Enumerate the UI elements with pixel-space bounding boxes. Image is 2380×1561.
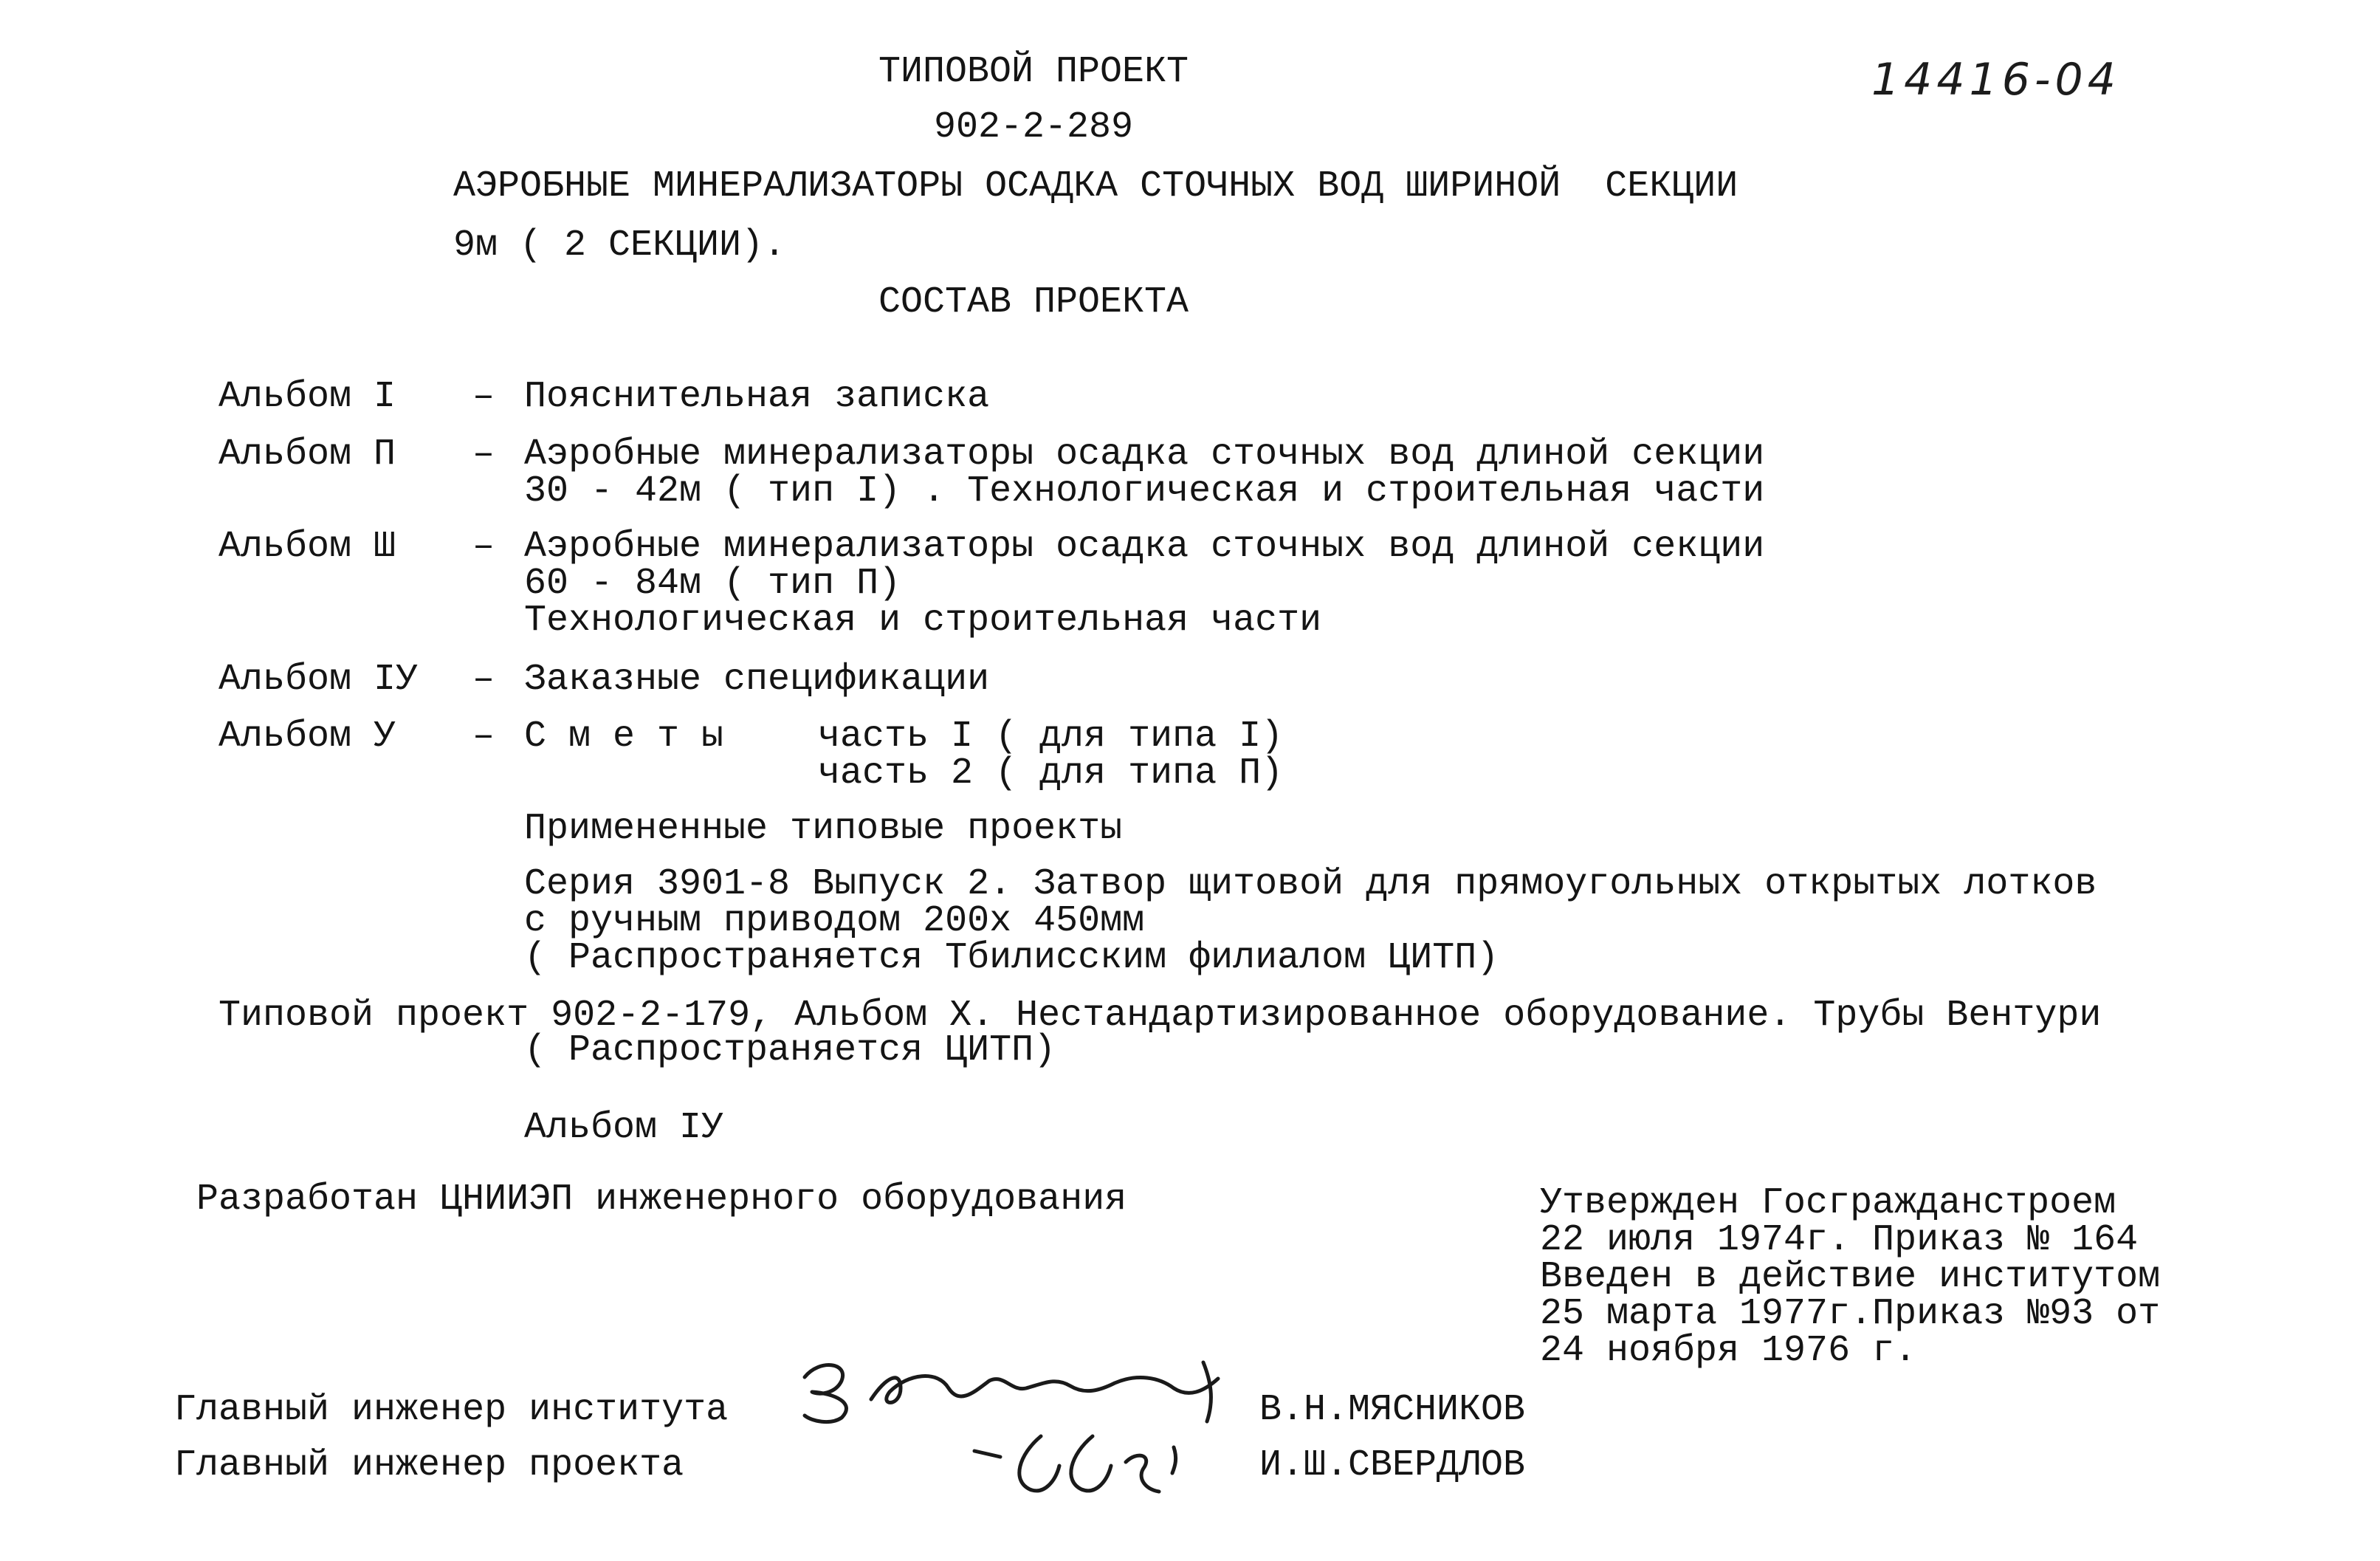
signature-role-2: Главный инженер проекта (174, 1444, 684, 1486)
album-dash-4: – (472, 659, 495, 701)
applied-project-line2: ( Распространяется ЦИТП) (524, 1029, 1056, 1071)
applied-projects-heading: Примененные типовые проекты (524, 808, 1123, 850)
approval-line1: Утвержден Госгражданстроем (1540, 1182, 2116, 1224)
signature-name-1: В.Н.МЯСНИКОВ (1259, 1389, 1526, 1431)
album-desc-1: Пояснительная записка (524, 376, 990, 418)
project-name-line1: АЭРОБНЫЕ МИНЕРАЛИЗАТОРЫ ОСАДКА СТОЧНЫХ ВОД ШИРИНОЙ СЕКЦИИ (453, 165, 1738, 207)
handwritten-signature-2 (960, 1421, 1203, 1503)
project-code: 902-2-289 (933, 106, 1134, 148)
estimate-part-1: часть I ( для типа I) (818, 716, 1284, 758)
album-desc-3-line3: Технологическая и строительная части (524, 600, 1322, 642)
album-desc-5: С м е т ы (524, 716, 724, 758)
handwritten-signature-1 (790, 1348, 1233, 1429)
album-dash-2: – (472, 433, 495, 476)
estimate-part-2: часть 2 ( для типа П) (818, 752, 1284, 795)
approval-line3: Введен в действие институтом (1540, 1256, 2161, 1298)
composition-title: СОСТАВ ПРОЕКТА (878, 281, 1189, 323)
album-label-3: Альбом Ш (219, 526, 396, 568)
album-dash-5: – (472, 716, 495, 758)
developed-by: Разработан ЦНИИЭП инженерного оборудования (196, 1179, 1127, 1221)
album-label-2: Альбом П (219, 433, 396, 476)
album-dash-3: – (472, 526, 495, 568)
approval-line5: 24 ноября 1976 г. (1540, 1330, 1917, 1372)
document-number: 14416-04 (1871, 54, 2120, 106)
applied-album-ref: Альбом IУ (524, 1107, 724, 1149)
applied-series-line1: Серия 3901-8 Выпуск 2. Затвор щитовой для прямоугольных открытых лотков (524, 863, 2097, 905)
album-dash-1: – (472, 376, 495, 418)
project-name-line2: 9м ( 2 СЕКЦИИ). (453, 224, 786, 267)
applied-series-line3: ( Распространяется Тбилисским филиалом ЦИТП) (524, 937, 1499, 979)
applied-series-line2: с ручным приводом 200х 450мм (524, 900, 1145, 942)
album-desc-4: Заказные спецификации (524, 659, 990, 701)
doc-type-title: ТИПОВОЙ ПРОЕКТ (878, 51, 1189, 93)
approval-line4: 25 марта 1977г.Приказ №93 от (1540, 1293, 2161, 1335)
signature-name-2: И.Ш.СВЕРДЛОВ (1259, 1444, 1526, 1486)
album-desc-3-line2: 60 - 84м ( тип П) (524, 563, 901, 605)
approval-line2: 22 июля 1974г. Приказ № 164 (1540, 1219, 2139, 1261)
album-label-4: Альбом IУ (219, 659, 419, 701)
album-desc-2-line2: 30 - 42м ( тип I) . Технологическая и строительная части (524, 470, 1765, 512)
signature-role-1: Главный инженер института (174, 1389, 729, 1431)
album-desc-3-line1: Аэробные минерализаторы осадка сточных вод длиной секции (524, 526, 1765, 568)
album-label-5: Альбом У (219, 716, 396, 758)
album-label-1: Альбом I (219, 376, 396, 418)
album-desc-2-line1: Аэробные минерализаторы осадка сточных вод длиной секции (524, 433, 1765, 476)
applied-project-line1: Типовой проект 902-2-179, Альбом Х. Нестандартизированное оборудование. Трубы Вентури (219, 995, 2102, 1037)
